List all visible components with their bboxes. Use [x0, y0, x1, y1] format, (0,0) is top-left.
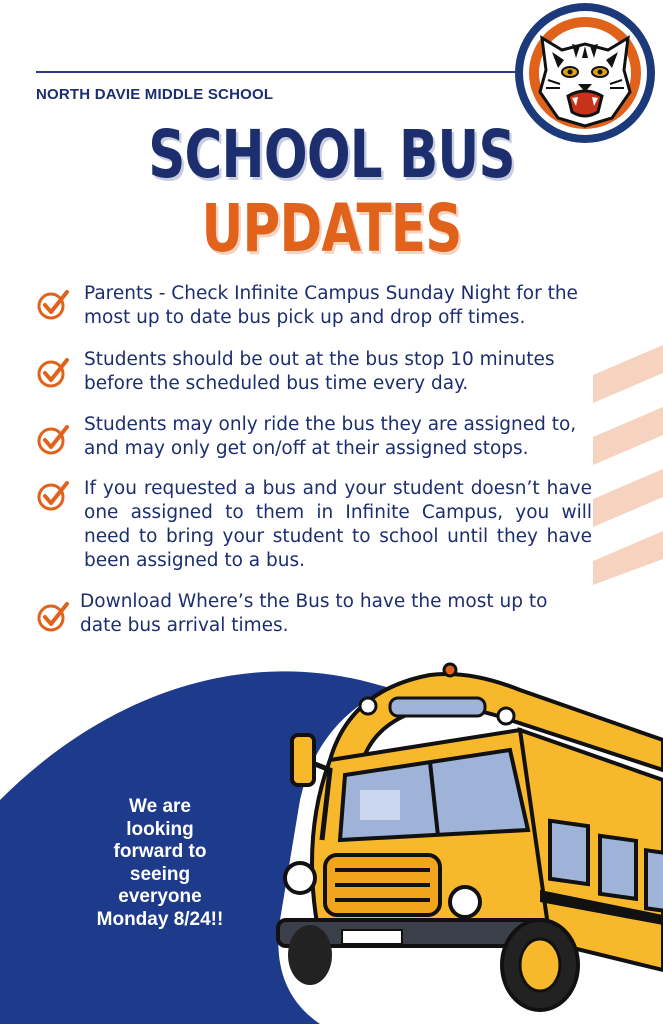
- checkmark-icon: [36, 600, 70, 634]
- school-bus-illustration: [260, 640, 663, 1024]
- list-item: [36, 413, 592, 461]
- closing-message: We are looking forward to seeing everyone Monday 8/24!!: [96, 796, 224, 930]
- checkmark-icon: [36, 288, 70, 322]
- checkmark-icon: [36, 423, 70, 457]
- bullet-text: If you requested a bus and your student doesn’t have one assigned to them in Infinite Campus, you will need to bring your student to school until they have been assigned to a bus.: [84, 478, 592, 571]
- bullet-text: Students may only ride the bus they are assigned to, and may only get on/off at their assigned stops.: [84, 414, 577, 459]
- list-item: [36, 282, 592, 330]
- list-item: [36, 477, 592, 573]
- school-name: NORTH DAVIE MIDDLE SCHOOL: [36, 86, 274, 103]
- bullet-text: Parents - Check Infinite Campus Sunday Night for the most up to date bus pick up and drop off times.: [84, 283, 578, 328]
- title-line-1: SCHOOL BUS: [148, 116, 515, 193]
- header-divider: [36, 71, 516, 73]
- bullet-text: Download Where’s the Bus to have the most up to date bus arrival times.: [80, 591, 548, 636]
- decorative-stripes: [593, 345, 663, 585]
- checkmark-icon: [36, 356, 70, 390]
- list-item: [36, 348, 592, 396]
- title-line-2: UPDATES: [201, 190, 462, 267]
- checkmark-icon: [36, 479, 70, 513]
- list-item: [36, 590, 592, 638]
- bullet-text: Students should be out at the bus stop 10 minutes before the scheduled bus time every day.: [84, 349, 555, 394]
